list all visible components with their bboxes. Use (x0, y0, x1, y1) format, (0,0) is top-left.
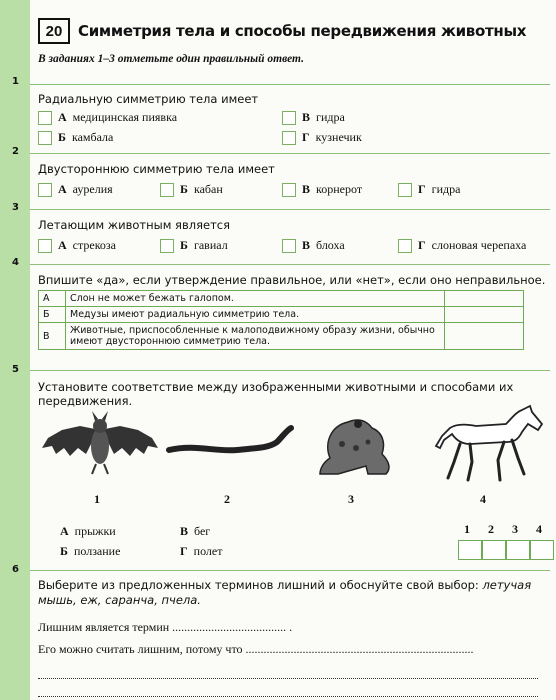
movement-letter: Г (180, 544, 188, 558)
answer-header: 3 (512, 522, 518, 536)
task6-question (38, 578, 534, 608)
option-text: гидра (431, 182, 461, 196)
option-text: слоновая черепаха (431, 238, 527, 252)
task3-option-b[interactable] (160, 238, 228, 253)
checkbox[interactable] (282, 239, 296, 253)
worksheet-number: 20 (38, 18, 70, 44)
task1-option-a[interactable] (38, 110, 177, 125)
answer-cell[interactable] (506, 540, 530, 560)
checkbox[interactable] (38, 239, 52, 253)
task1-option-v[interactable] (282, 110, 345, 125)
option-text: гидра (316, 110, 345, 124)
earthworm-icon (165, 420, 295, 470)
checkbox[interactable] (38, 183, 52, 197)
worksheet-body (30, 0, 556, 700)
option-text: блоха (316, 238, 345, 252)
row-letter: А (39, 291, 66, 307)
task-number: 2 (12, 146, 19, 157)
task1-question: Радиальную симметрию тела имеет (38, 92, 259, 106)
checkbox[interactable] (38, 111, 52, 125)
option-text: медицинская пиявка (72, 110, 178, 124)
table-row (39, 291, 524, 307)
checkbox[interactable] (282, 111, 296, 125)
answer-header: 1 (464, 522, 470, 536)
task3-option-g[interactable] (398, 238, 526, 253)
movement-text: прыжки (74, 524, 116, 538)
bat-icon (40, 408, 160, 486)
checkbox[interactable] (282, 131, 296, 145)
option-letter: В (302, 238, 311, 252)
answer-cell[interactable] (530, 540, 554, 560)
task-divider (30, 84, 550, 85)
movement-letter: А (60, 524, 69, 538)
option-letter: В (302, 110, 311, 124)
answer-cell[interactable] (458, 540, 482, 560)
task-divider (30, 153, 550, 154)
movement-option (60, 524, 116, 539)
task3-option-a[interactable] (38, 238, 116, 253)
option-letter: А (58, 238, 67, 252)
worksheet-title: Симметрия тела и способы передвижения животных (78, 22, 527, 40)
animal-number: 3 (348, 492, 354, 506)
option-letter: Г (302, 130, 310, 144)
table-row (39, 323, 524, 350)
answer-header: 4 (536, 522, 542, 536)
task6-line1[interactable]: Лишним является термин ...................................... . (38, 620, 293, 634)
option-letter: Б (58, 130, 66, 144)
answer-cell[interactable] (445, 291, 524, 307)
worksheet-header (38, 18, 526, 44)
option-text: корнерот (316, 182, 363, 196)
task3-option-v[interactable] (282, 238, 345, 253)
answer-header: 2 (488, 522, 494, 536)
checkbox[interactable] (160, 239, 174, 253)
option-text: кузнечик (315, 130, 362, 144)
green-margin (0, 0, 30, 700)
movement-letter: В (180, 524, 189, 538)
option-text: кабан (193, 182, 223, 196)
task-number: 4 (12, 257, 19, 268)
movement-text: полет (193, 544, 223, 558)
answer-cell[interactable] (445, 323, 524, 350)
option-text: аурелия (72, 182, 113, 196)
task-divider (30, 370, 550, 371)
task4-table (38, 290, 524, 350)
task2-question: Двустороннюю симметрию тела имеет (38, 162, 275, 176)
option-letter: А (58, 182, 67, 196)
task6-terms: летучая мышь, еж, саранча, пчела. (38, 578, 532, 607)
row-letter: В (39, 323, 66, 350)
animal-number: 4 (480, 492, 486, 506)
checkbox[interactable] (38, 131, 52, 145)
animal-number: 1 (94, 492, 100, 506)
row-statement: Животные, приспособленные к малоподвижному образу жизни, обычно имеют двустороннюю симметрию тела. (66, 323, 445, 350)
option-letter: А (58, 110, 67, 124)
frog-icon (312, 408, 402, 486)
answer-dotted-line[interactable] (38, 678, 538, 679)
task2-option-v[interactable] (282, 182, 362, 197)
task1-option-g[interactable] (282, 130, 362, 145)
checkbox[interactable] (282, 183, 296, 197)
answer-dotted-line[interactable] (38, 696, 538, 697)
option-text: стрекоза (72, 238, 117, 252)
task3-question: Летающим животным является (38, 218, 231, 232)
instruction-text: В заданиях 1–3 отметьте один правильный ответ. (38, 53, 304, 65)
checkbox[interactable] (398, 239, 412, 253)
movement-text: ползание (73, 544, 121, 558)
movement-option (60, 544, 120, 559)
answer-cell[interactable] (445, 307, 524, 323)
task-number: 3 (12, 202, 19, 213)
checkbox[interactable] (398, 183, 412, 197)
movement-option (180, 544, 222, 559)
task6-line2[interactable]: Его можно считать лишним, потому что ............................................................................ (38, 642, 474, 656)
row-letter: Б (39, 307, 66, 323)
movement-text: бег (194, 524, 211, 538)
option-letter: Г (418, 182, 426, 196)
option-letter: Б (180, 238, 188, 252)
task1-option-b[interactable] (38, 130, 113, 145)
task-divider (30, 264, 550, 265)
task-number: 1 (12, 76, 19, 87)
option-text: гавиал (193, 238, 228, 252)
movement-option (180, 524, 210, 539)
row-statement: Слон не может бежать галопом. (66, 291, 445, 307)
task4-question: Впишите «да», если утверждение правильное, или «нет», если оно неправильное. (38, 273, 546, 287)
horse-icon (426, 400, 546, 486)
option-letter: Б (180, 182, 188, 196)
task2-option-a[interactable] (38, 182, 113, 197)
task-number: 5 (12, 364, 19, 375)
animal-number: 2 (224, 492, 230, 506)
task5-question: Установите соответствие между изображенными животными и способами их передвижения. (38, 380, 514, 408)
option-letter: В (302, 182, 311, 196)
option-text: камбала (71, 130, 114, 144)
row-statement: Медузы имеют радиальную симметрию тела. (66, 307, 445, 323)
task2-option-b[interactable] (160, 182, 223, 197)
task-number: 6 (12, 564, 19, 575)
checkbox[interactable] (160, 183, 174, 197)
task-divider (30, 570, 550, 571)
movement-letter: Б (60, 544, 68, 558)
task-divider (30, 209, 550, 210)
task2-option-g[interactable] (398, 182, 460, 197)
task6-question-text: Выберите из предложенных терминов лишний и обоснуйте свой выбор: (38, 578, 483, 592)
option-letter: Г (418, 238, 426, 252)
answer-cell[interactable] (482, 540, 506, 560)
table-row (39, 307, 524, 323)
